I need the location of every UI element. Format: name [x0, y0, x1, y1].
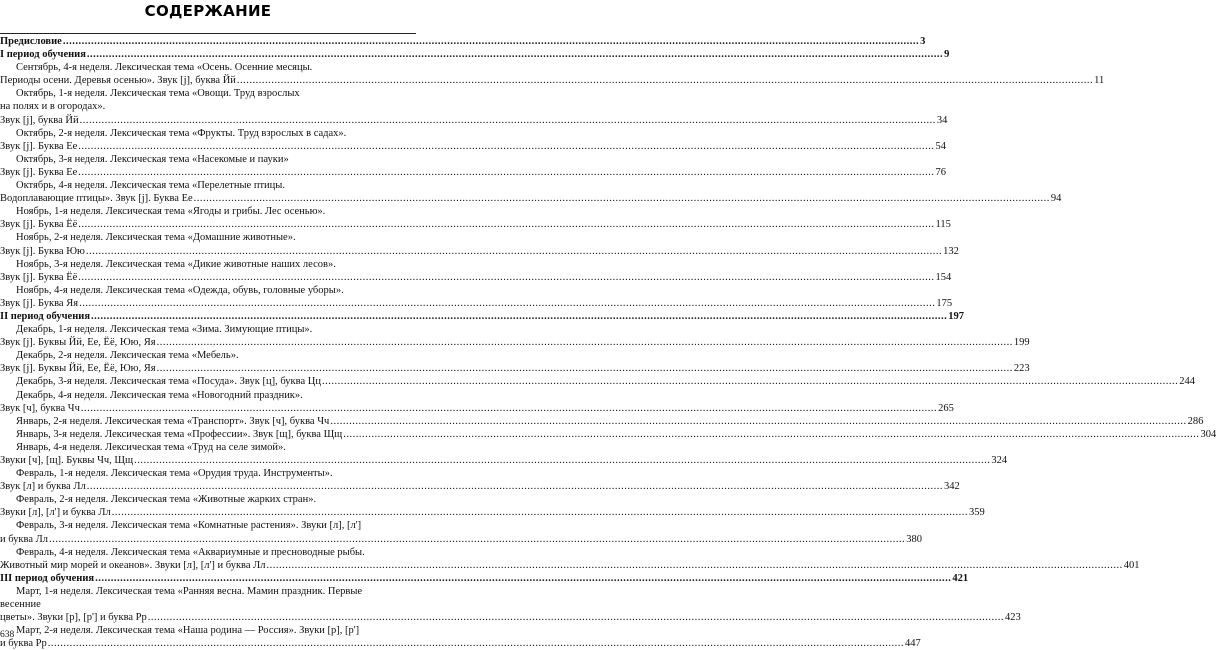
page-title: СОДЕРЖАНИЕ [144, 2, 272, 20]
toc-section-heading [0, 310, 964, 323]
toc-page-number: 286 [1187, 415, 1204, 427]
toc-page-number: 304 [1200, 428, 1216, 440]
toc-entry-text: Декабрь, 4-я неделя. Лексическая тема «Новогодний праздник». [16, 389, 303, 401]
toc-page-number: 265 [938, 402, 954, 414]
toc-entry-text: Ноябрь, 2-я неделя. Лексическая тема «Домашние животные». [16, 232, 296, 244]
toc-entry [0, 506, 985, 519]
toc-entry-text: Ноябрь, 4-я неделя. Лексическая тема «Одежда, обувь, головные уборы». [16, 284, 344, 296]
toc-dot-leader [78, 271, 934, 284]
toc-dot-leader [267, 559, 1123, 572]
toc-entry [0, 598, 416, 611]
toc-entry-text: Животный мир морей и океанов». Звуки [л], [л'] и буква Лл [0, 559, 266, 571]
toc-entry [0, 415, 1204, 428]
toc-entry [0, 611, 1021, 624]
toc-entry [0, 140, 947, 153]
toc-entry-text: Сентябрь, 4-я неделя. Лексическая тема «Осень. Осенние месяцы. [16, 62, 313, 74]
toc-dot-leader [78, 140, 934, 153]
toc-entry-text: и буква Лл [0, 533, 49, 545]
toc-page-number: 223 [1013, 363, 1030, 375]
toc-page-number: 423 [1005, 612, 1021, 624]
toc-entry-text: Звук [j]. Буква Яя [0, 297, 79, 309]
toc-page-number: 154 [935, 271, 952, 283]
toc-page-number: 11 [1094, 75, 1105, 87]
toc-entry-text: и буква Рр [0, 638, 47, 650]
toc-entry-text: Январь, 3-я неделя. Лексическая тема «Профессии». Звук [щ], буква Щщ [16, 428, 343, 440]
toc-entry-text: Декабрь, 1-я неделя. Лексическая тема «Зима. Зимующие птицы». [16, 324, 313, 336]
toc-entry [0, 559, 1140, 572]
toc-entry [0, 218, 951, 231]
toc-entry-text: Звук [j]. Буква Ее [0, 140, 78, 152]
table-of-contents [0, 35, 1216, 650]
toc-entry-text: II период обучения [0, 310, 90, 322]
toc-entry [0, 297, 953, 310]
toc-entry-text: Звук [j]. Буквы Йй, Ее, Ёё, Юю, Яя [0, 363, 156, 375]
toc-dot-leader [95, 572, 951, 585]
toc-dot-leader [157, 362, 1013, 375]
toc-entry [0, 519, 416, 532]
toc-dot-leader [49, 533, 905, 546]
toc-entry [0, 454, 1008, 467]
toc-entry [0, 349, 416, 362]
toc-entry [0, 245, 959, 258]
toc-entry [0, 258, 416, 271]
toc-section-heading [0, 572, 969, 585]
toc-entry [0, 114, 948, 127]
toc-entry-text: Ноябрь, 1-я неделя. Лексическая тема «Ягоды и грибы. Лес осенью». [16, 206, 326, 218]
toc-entry-text: Звук [j]. Буквы Йй, Ее, Ёё, Юю, Яя [0, 337, 156, 349]
toc-dot-leader [157, 336, 1013, 349]
toc-entry [0, 100, 416, 113]
toc-page-number: 324 [991, 455, 1008, 466]
toc-section-heading [0, 35, 926, 48]
toc-page-number: 342 [943, 481, 960, 493]
toc-entry [0, 637, 921, 650]
toc-dot-leader [81, 402, 937, 415]
toc-entry [0, 402, 954, 415]
toc-entry [0, 179, 416, 192]
toc-entry [0, 192, 1062, 205]
toc-entry [0, 362, 1030, 375]
page-number: 638 [0, 630, 15, 640]
title-divider [0, 33, 416, 34]
toc-page-number: 34 [936, 114, 948, 126]
toc-entry [0, 74, 1105, 87]
toc-entry-text: Ноябрь, 3-я неделя. Лексическая тема «Дикие животные наших лесов». [16, 258, 336, 270]
toc-dot-leader [48, 637, 904, 650]
toc-entry-text: Звук [j]. Буква Ёё [0, 219, 78, 231]
toc-page-number: 244 [1179, 376, 1195, 388]
toc-entry [0, 336, 1030, 349]
toc-dot-leader [78, 166, 934, 179]
toc-entry-text: Периоды осени. Деревья осенью». Звук [j], буква Йй [0, 75, 236, 87]
toc-dot-leader [322, 375, 1178, 388]
toc-entry-text: Звук [ч], буква Чч [0, 402, 80, 414]
toc-page-number: 197 [948, 310, 964, 322]
toc-page-number: 447 [904, 638, 921, 650]
toc-section-heading [0, 48, 950, 61]
toc-entry-text: Октябрь, 3-я неделя. Лексическая тема «Насекомые и пауки» [16, 153, 289, 165]
toc-entry [0, 389, 416, 402]
toc-entry-text: Февраль, 2-я неделя. Лексическая тема «Животные жарких стран». [16, 494, 317, 506]
toc-entry [0, 166, 947, 179]
toc-page-number: 175 [936, 297, 953, 309]
toc-entry-text: Март, 1-я неделя. Лексическая тема «Ранняя весна. Мамин праздник. Первые [16, 585, 363, 597]
toc-dot-leader [78, 218, 934, 231]
toc-entry [0, 284, 416, 297]
toc-dot-leader [330, 415, 1186, 428]
toc-entry-text: весенние [0, 599, 41, 611]
toc-entry [0, 546, 416, 559]
toc-entry [0, 231, 416, 244]
toc-entry-text: Октябрь, 1-я неделя. Лексическая тема «Овощи. Труд взрослых [16, 88, 300, 100]
toc-dot-leader [86, 245, 942, 258]
toc-entry-text: Февраль, 1-я неделя. Лексическая тема «Орудия труда. Инструменты». [16, 468, 333, 480]
toc-entry-text: Звук [л] и буква Лл [0, 481, 86, 493]
toc-entry-text: на полях и в огородах». [0, 101, 106, 113]
toc-entry-text: Март, 2-я неделя. Лексическая тема «Наша родина — Россия». Звуки [р], [р'] [16, 625, 360, 637]
toc-dot-leader [112, 506, 968, 519]
toc-page-number: 421 [952, 572, 969, 584]
toc-dot-leader [343, 428, 1199, 441]
toc-entry [0, 441, 416, 454]
toc-entry [0, 467, 416, 480]
toc-page-number: 3 [920, 36, 926, 47]
toc-entry [0, 428, 1216, 441]
toc-entry [0, 323, 416, 336]
toc-entry-text: Октябрь, 4-я неделя. Лексическая тема «Перелетные птицы. [16, 180, 285, 192]
toc-entry [0, 153, 416, 166]
toc-page-number: 401 [1123, 559, 1140, 571]
toc-entry [0, 493, 416, 506]
toc-entry-text: Звук [j]. Буква Ее [0, 166, 78, 178]
toc-entry-text: III период обучения [0, 572, 95, 584]
toc-entry-text: Февраль, 3-я неделя. Лексическая тема «Комнатные растения». Звуки [л], [л'] [16, 520, 362, 532]
toc-entry-text: Декабрь, 2-я неделя. Лексическая тема «Мебель». [16, 350, 239, 362]
toc-entry-text: Январь, 4-я неделя. Лексическая тема «Труд на селе зимой». [16, 441, 286, 453]
toc-page-number: 132 [943, 245, 959, 257]
toc-dot-leader [194, 192, 1050, 205]
toc-entry-text: Звук [j]. Буква Ёё [0, 271, 78, 283]
toc-entry-text: Декабрь, 3-я неделя. Лексическая тема «Посуда». Звук [ц], буква Цц [16, 376, 321, 388]
toc-entry [0, 87, 416, 100]
toc-entry [0, 61, 416, 74]
toc-entry [0, 127, 416, 140]
toc-dot-leader [87, 48, 943, 61]
toc-dot-leader [87, 480, 943, 493]
toc-entry [0, 585, 416, 598]
toc-dot-leader [63, 35, 919, 48]
toc-entry [0, 533, 923, 546]
toc-dot-leader [134, 454, 990, 467]
toc-entry-text: Водоплавающие птицы». Звук [j]. Буква Ее [0, 193, 193, 205]
toc-entry [0, 375, 1195, 388]
toc-dot-leader [80, 114, 936, 127]
toc-page-number: 9 [944, 49, 950, 61]
toc-entry-text: Звук [j]. Буква Юю [0, 245, 85, 257]
toc-entry-text: цветы». Звуки [р], [р'] и буква Рр [0, 612, 147, 624]
toc-entry-text: Октябрь, 2-я неделя. Лексическая тема «Фрукты. Труд взрослых в садах». [16, 127, 347, 139]
toc-dot-leader [79, 297, 935, 310]
toc-page-number: 54 [935, 140, 947, 152]
toc-page-number: 76 [935, 166, 947, 178]
toc-entry-text: Предисловие [0, 36, 62, 47]
toc-page-number: 94 [1050, 193, 1062, 205]
toc-entry [0, 624, 416, 637]
toc-entry [0, 480, 960, 493]
toc-page-number: 199 [1013, 337, 1030, 349]
toc-page-number: 359 [968, 507, 985, 519]
toc-dot-leader [91, 310, 947, 323]
toc-dot-leader [237, 74, 1093, 87]
toc-entry-text: Звук [j], буква Йй [0, 114, 79, 126]
toc-page-number: 380 [906, 533, 923, 545]
toc-entry-text: Звуки [л], [л'] и буква Лл [0, 507, 111, 519]
toc-entry [0, 271, 952, 284]
toc-page-number: 115 [935, 219, 951, 231]
toc-dot-leader [148, 611, 1004, 624]
toc-entry-text: Февраль, 4-я неделя. Лексическая тема «Аквариумные и пресноводные рыбы. [16, 546, 365, 558]
toc-entry-text: Звуки [ч], [щ]. Буквы Чч, Щщ [0, 455, 134, 466]
toc-entry-text: I период обучения [0, 49, 86, 61]
toc-entry [0, 205, 416, 218]
toc-entry-text: Январь, 2-я неделя. Лексическая тема «Транспорт». Звук [ч], буква Чч [16, 415, 330, 427]
